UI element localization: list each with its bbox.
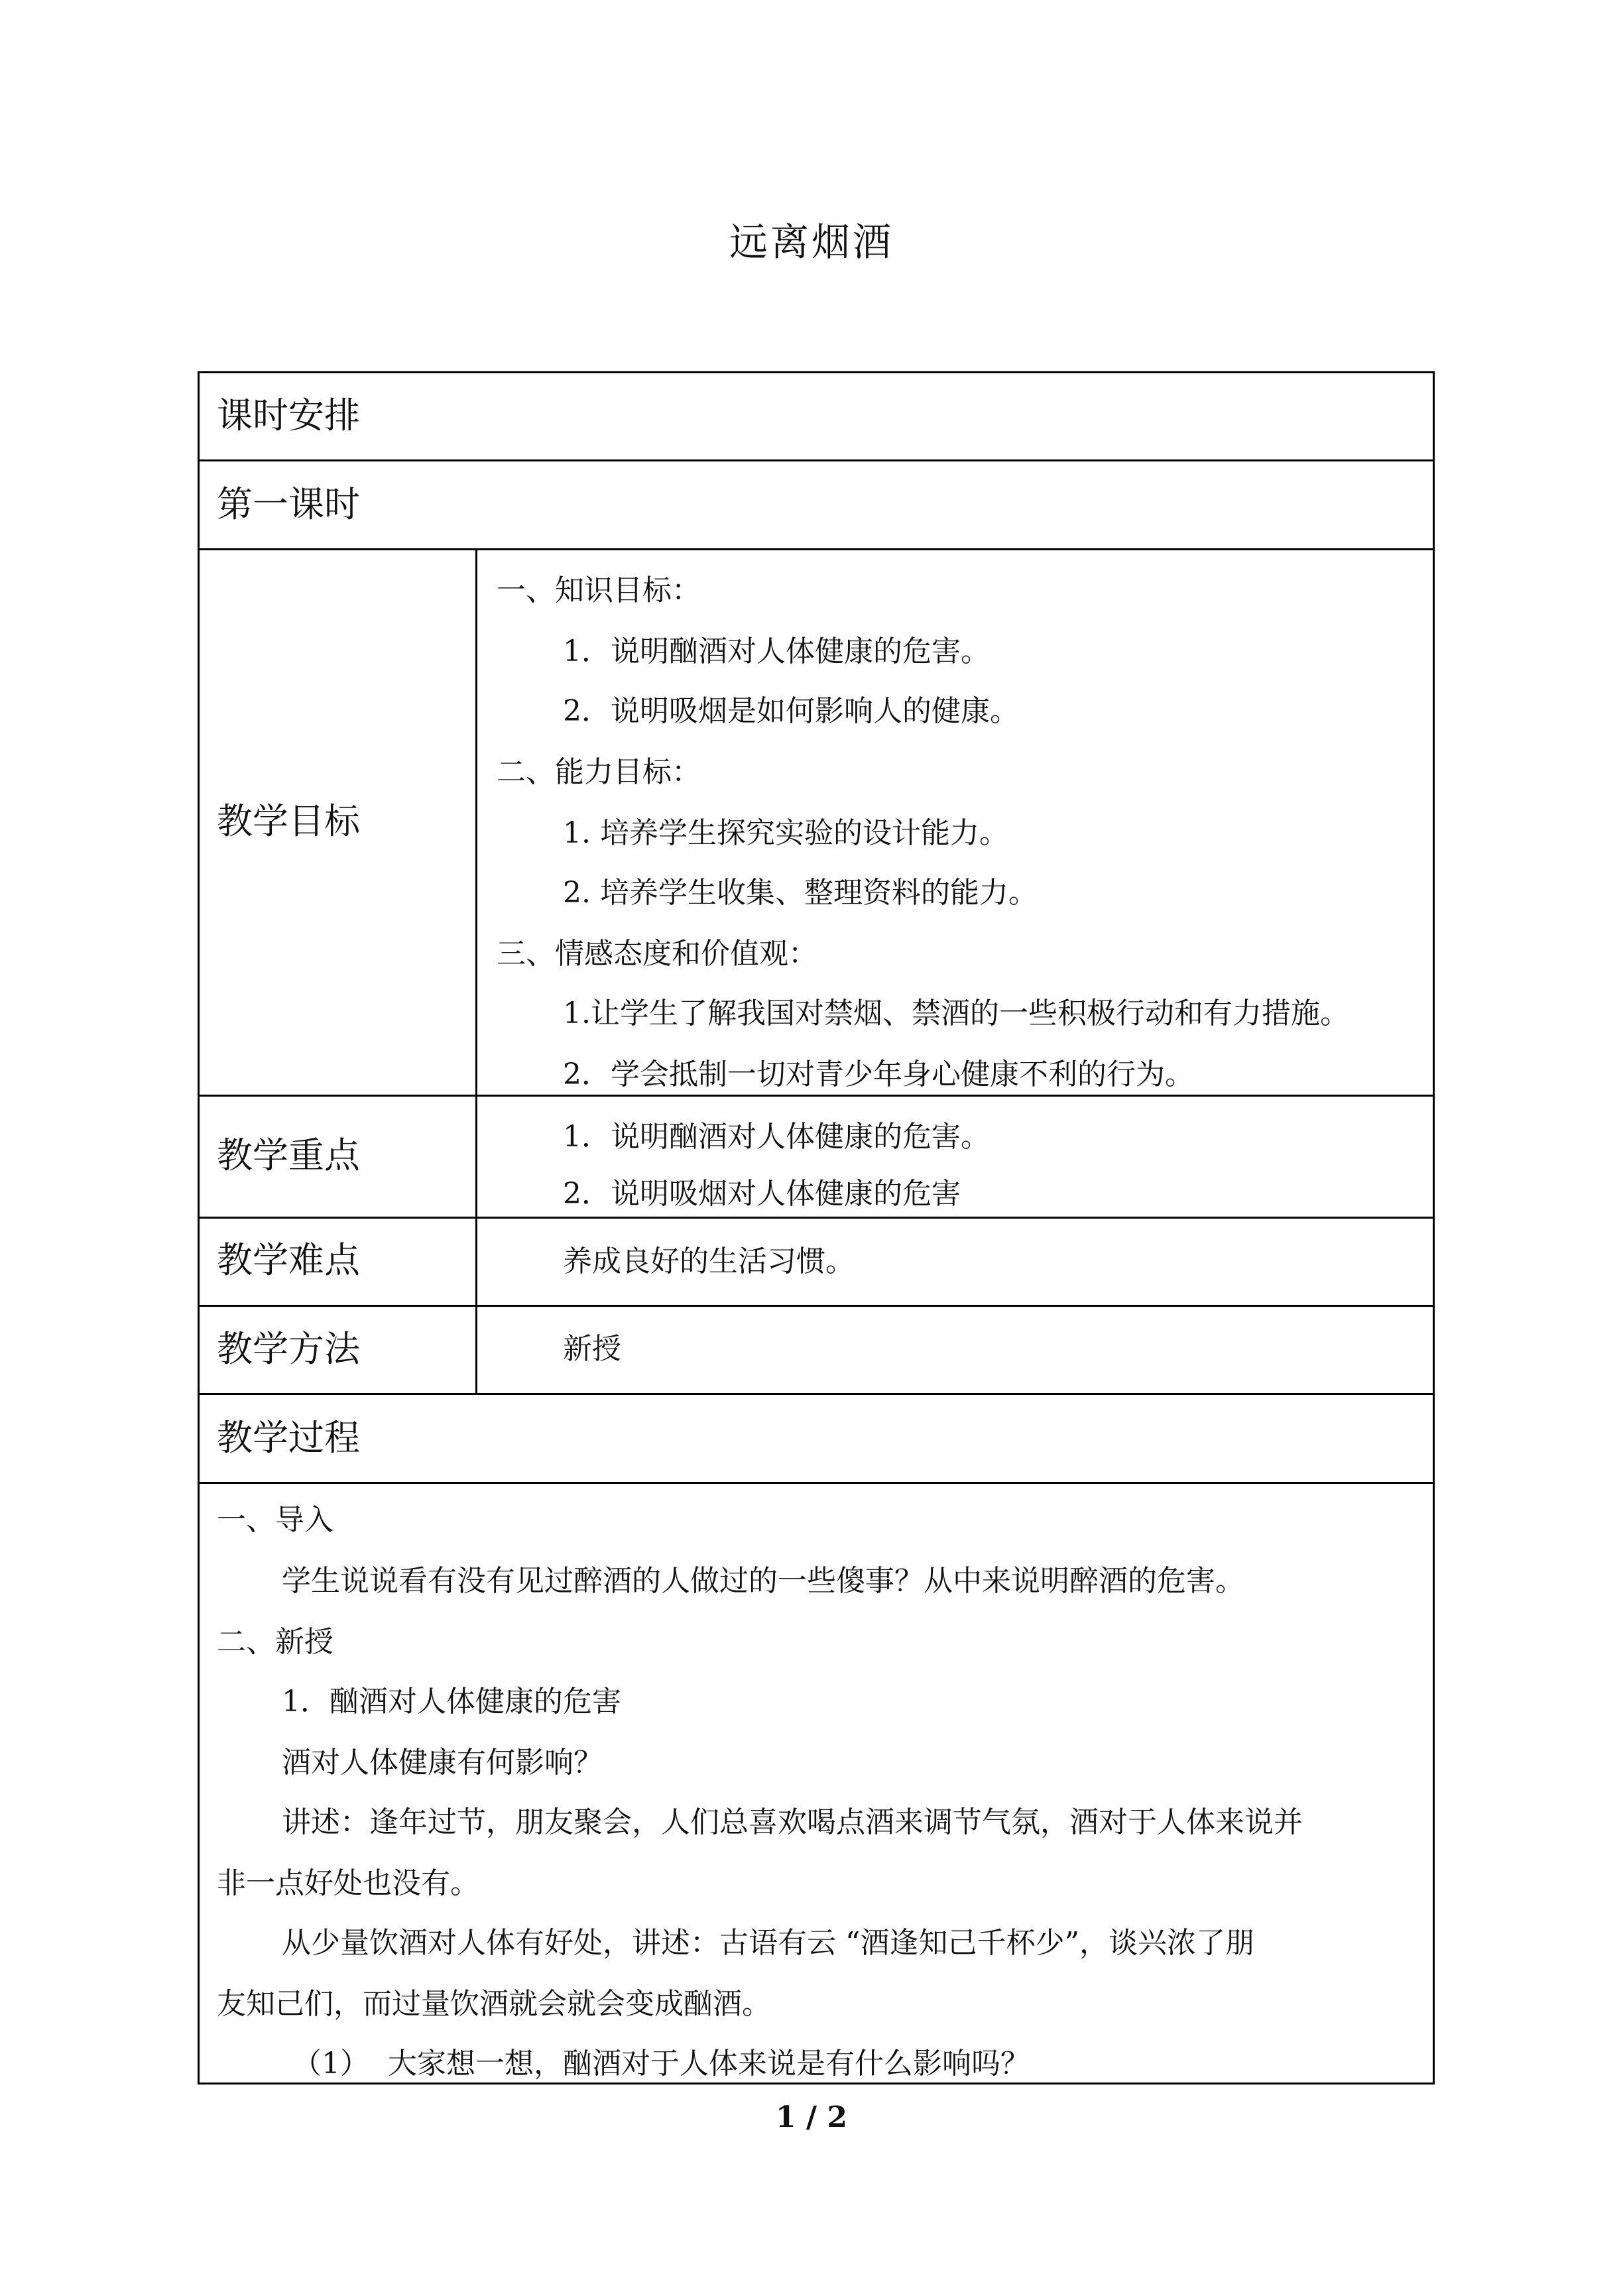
narration-1-line-2: 非一点好处也没有。 — [217, 1866, 479, 1900]
new-heading: 二、新授 — [217, 1625, 333, 1659]
row-divider — [200, 548, 1433, 550]
difficulty-text: 养成良好的生活习惯。 — [563, 1244, 855, 1278]
row-divider — [200, 1482, 1433, 1484]
column-divider — [475, 548, 477, 1393]
method-label: 教学方法 — [217, 1328, 360, 1370]
knowledge-item-2: 2．说明吸烟是如何影响人的健康。 — [563, 694, 1019, 728]
ability-item-1: 1. 培养学生探究实验的设计能力。 — [563, 816, 1008, 850]
method-text: 新授 — [563, 1332, 621, 1366]
intro-text: 学生说说看有没有见过醉酒的人做过的一些傻事？从中来说明醉酒的危害。 — [282, 1564, 1244, 1598]
page-title: 远离烟酒 — [729, 219, 894, 265]
narration-1-line-1: 讲述：逢年过节，朋友聚会，人们总喜欢喝点酒来调节气氛，酒对于人体来说并 — [282, 1805, 1303, 1839]
narration-2-line-1: 从少量饮酒对人体有好处，讲述：古语有云 “酒逢知己千杯少”，谈兴浓了朋 — [282, 1926, 1254, 1960]
key-points-label: 教学重点 — [217, 1134, 360, 1176]
objectives-label: 教学目标 — [217, 800, 360, 842]
ability-item-2: 2. 培养学生收集、整理资料的能力。 — [563, 876, 1038, 910]
emotion-item-2: 2．学会抵制一切对青少年身心健康不利的行为。 — [563, 1057, 1194, 1091]
schedule-header: 课时安排 — [217, 394, 360, 436]
row-divider — [200, 1393, 1433, 1395]
row-divider — [200, 1305, 1433, 1307]
row-divider — [200, 1217, 1433, 1219]
process-label: 教学过程 — [217, 1417, 360, 1459]
emotion-heading: 三、情感态度和价值观： — [497, 937, 817, 971]
sub-item-number: （1） — [292, 2047, 369, 2081]
row-divider — [200, 1095, 1433, 1097]
lesson-plan-table — [198, 371, 1435, 2085]
section-1-heading: 1．酗酒对人体健康的危害 — [282, 1685, 621, 1719]
key-point-1: 1．说明酗酒对人体健康的危害。 — [563, 1120, 990, 1154]
narration-2-line-2: 友知己们，而过量饮酒就会就会变成酗酒。 — [217, 1987, 771, 2021]
intro-heading: 一、导入 — [217, 1503, 333, 1537]
difficulty-label: 教学难点 — [217, 1239, 360, 1281]
emotion-item-1: 1.让学生了解我国对禁烟、禁酒的一些积极行动和有力措施。 — [563, 997, 1349, 1030]
knowledge-item-1: 1．说明酗酒对人体健康的危害。 — [563, 634, 990, 668]
row-divider — [200, 459, 1433, 461]
ability-heading: 二、能力目标： — [497, 755, 701, 789]
question-text: 酒对人体健康有何影响？ — [282, 1746, 603, 1780]
knowledge-heading: 一、知识目标： — [497, 574, 701, 607]
sub-item-text: 大家想一想，酗酒对于人体来说是有什么影响吗？ — [388, 2047, 1030, 2081]
page-number: 1 / 2 — [776, 2100, 847, 2134]
schedule-value: 第一课时 — [217, 483, 360, 525]
key-point-2: 2．说明吸烟对人体健康的危害 — [563, 1177, 961, 1211]
